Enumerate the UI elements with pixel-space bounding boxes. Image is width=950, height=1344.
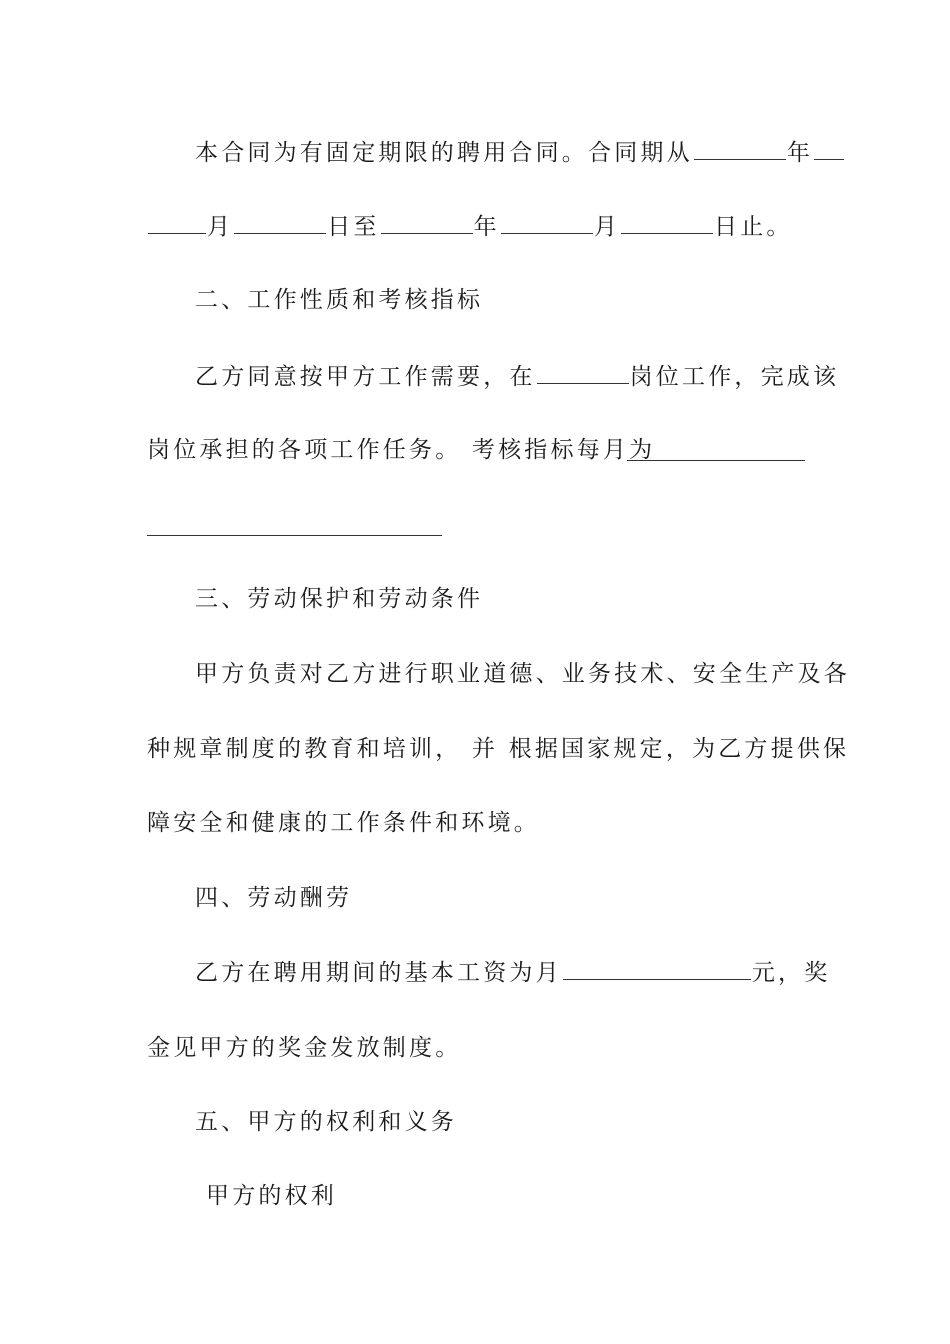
text-segment: 岗位承担的各项工作任务。 考核指标每月为 (147, 437, 656, 463)
paragraph-protection-line-2: 种规章制度的教育和培训， 并 根据国家规定，为乙方提供保 (147, 736, 850, 762)
text-segment: 日至 (327, 214, 380, 240)
fill-blank-start-day[interactable] (234, 211, 326, 234)
fill-blank-start-month-part1[interactable] (814, 137, 844, 160)
text-segment: 元，奖 (751, 960, 831, 986)
text-segment: 乙方同意按甲方工作需要，在 (195, 364, 536, 390)
section-heading-2: 二、工作性质和考核指标 (195, 287, 484, 313)
text-segment: 岗位工作，完成该 (629, 364, 840, 390)
text-segment: 乙方在聘用期间的基本工资为月 (195, 960, 562, 986)
section-heading-5: 五、甲方的权利和义务 (195, 1109, 457, 1135)
text-segment: 年 (786, 140, 814, 166)
fill-blank-start-month-part2[interactable] (148, 211, 206, 234)
paragraph-salary-line-1 (195, 957, 831, 988)
fill-blank-end-day[interactable] (621, 211, 713, 234)
fill-blank-end-year[interactable] (381, 211, 473, 234)
paragraph-contract-term-line-2 (147, 211, 807, 242)
text-segment: 月 (593, 214, 621, 240)
paragraph-salary-line-2: 金见甲方的奖金发放制度。 (147, 1035, 462, 1061)
text-segment: 年 (473, 214, 500, 240)
fill-blank-assessment-part2[interactable] (147, 535, 442, 536)
fill-blank-assessment-part1[interactable] (627, 460, 805, 461)
text-segment: 月 (207, 214, 234, 240)
paragraph-protection-line-3: 障安全和健康的工作条件和环境。 (147, 810, 540, 836)
subsection-heading-party-a-rights: 甲方的权利 (206, 1183, 337, 1209)
text-segment: 本合同为有固定期限的聘用合同。合同期从 (195, 140, 693, 166)
fill-blank-end-month[interactable] (501, 211, 593, 234)
section-heading-3: 三、劳动保护和劳动条件 (195, 586, 484, 612)
fill-blank-start-year[interactable] (694, 137, 786, 160)
paragraph-contract-term-line-1 (195, 137, 814, 168)
section-heading-4: 四、劳动酬劳 (195, 885, 353, 911)
text-segment: 日止。 (714, 214, 793, 240)
fill-blank-basic-salary[interactable] (563, 957, 751, 980)
paragraph-job-line-1 (195, 361, 840, 392)
fill-blank-position[interactable] (537, 361, 629, 384)
paragraph-protection-line-1: 甲方负责对乙方进行职业道德、业务技术、安全生产及各 (195, 661, 850, 687)
